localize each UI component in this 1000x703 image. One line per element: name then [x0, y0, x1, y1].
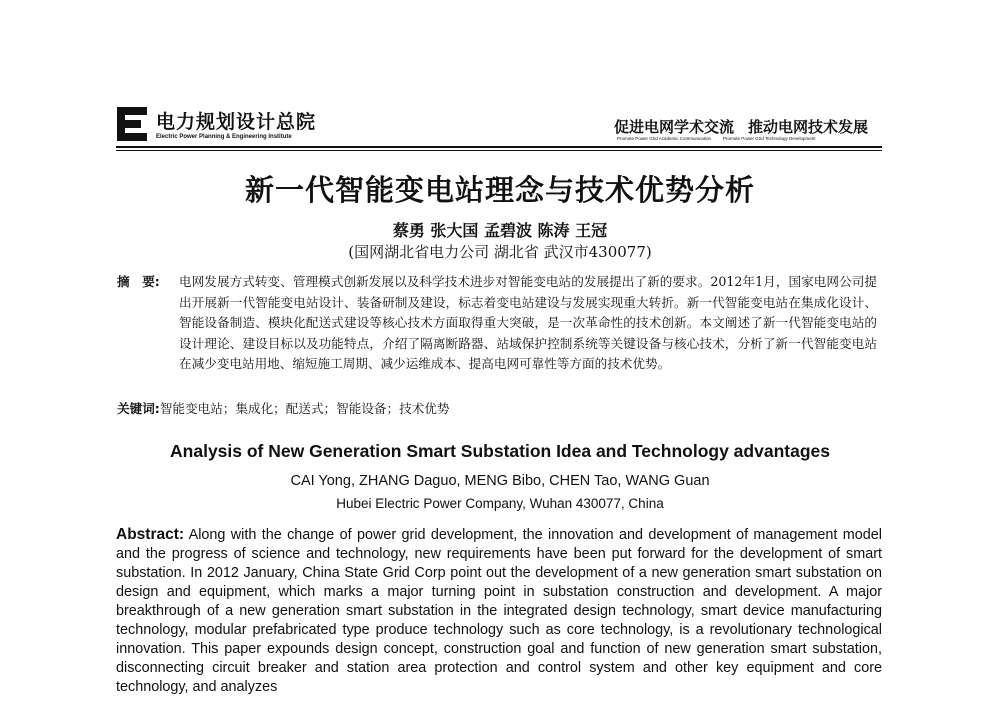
abstract-en-label: Abstract: [116, 526, 185, 543]
paper-title-cn: 新一代智能变电站理念与技术优势分析 [244, 173, 755, 207]
paper-title-en: Analysis of New Generation Smart Substation Idea and Technology advantages [170, 441, 830, 461]
header-rule-thick [116, 146, 882, 148]
slogan-en-1: Promote Power Grid Academic Communication [617, 136, 712, 141]
abstract-cn-body: 电网发展方式转变、管理模式创新发展以及科学技术进步对智能变电站的发展提出了新的要求。2012年1月，国家电网公司提出开展新一代智能变电站设计、装备研制及建设，标志着变电站建设与发展实现重大转折。新一代智能变电站在集成化设计、智能设备制造、模块化配送式建设等核心技术方面取得重大突破，是一次革命性的技术创新。本文阐述了新一代智能变电站的设计理论、建设目标以及功能特点，介绍了隔离断路器、站域保护控制系统等关键设备与核心技术，分析了新一代智能变电站在减少变电站用地、缩短施工周期、减少运维成本、提高电网可靠性等方面的技术优势。 [179, 274, 877, 371]
slogan-cn [614, 116, 882, 137]
abstract-en [116, 525, 882, 697]
keywords-cn-body: 智能变电站；集成化；配送式；智能设备；技术优势 [159, 401, 450, 416]
header-rule-thin [116, 150, 882, 151]
abstract-cn-label: 摘 要: [117, 274, 160, 289]
slogan-en [617, 136, 828, 141]
keywords-cn-label: 关键词: [117, 401, 160, 416]
slogan-cn-2: 推动电网技术发展 [748, 118, 869, 136]
slogan-en-2: Promote Power Grid Technology Development [723, 136, 816, 141]
affiliation-cn: (国网湖北省电力公司 湖北省 武汉市430077) [348, 243, 652, 261]
authors-en: CAI Yong, ZHANG Daguo, MENG Bibo, CHEN Tao, WANG Guan [290, 473, 710, 489]
institute-name-en: Electric Power Planning & Engineering Institute [156, 134, 292, 140]
institute-logo-icon [117, 107, 147, 141]
abstract-en-body: Along with the change of power grid development, the innovation and development of management model and the progress of science and technology, new requirements have been put forward for the development of smart substation. In 2012 January, China State Grid Corp point out the development of a new generation smart substation on design and equipment, which marks a major turning point in substation construction and development. A major breakthrough of a new generation smart substation in the integrated design technology, smart device manufacturing technology, modular prefabricated type produce technology such as core technology, is a revolutionary technological innovation. This paper expounds design concept, construction goal and function of new generation smart substation, disconnecting circuit breaker and station area protection and control system and other key equipment and core technology, and analyzes [116, 527, 882, 695]
authors-cn: 蔡勇 张大国 孟碧波 陈涛 王冠 [392, 221, 608, 240]
institute-name-cn: 电力规划设计总院 [156, 111, 317, 133]
keywords-cn [117, 398, 877, 417]
affiliation-en: Hubei Electric Power Company, Wuhan 430077, China [336, 496, 664, 511]
slogan-cn-1: 促进电网学术交流 [614, 118, 735, 136]
abstract-cn [117, 272, 877, 375]
